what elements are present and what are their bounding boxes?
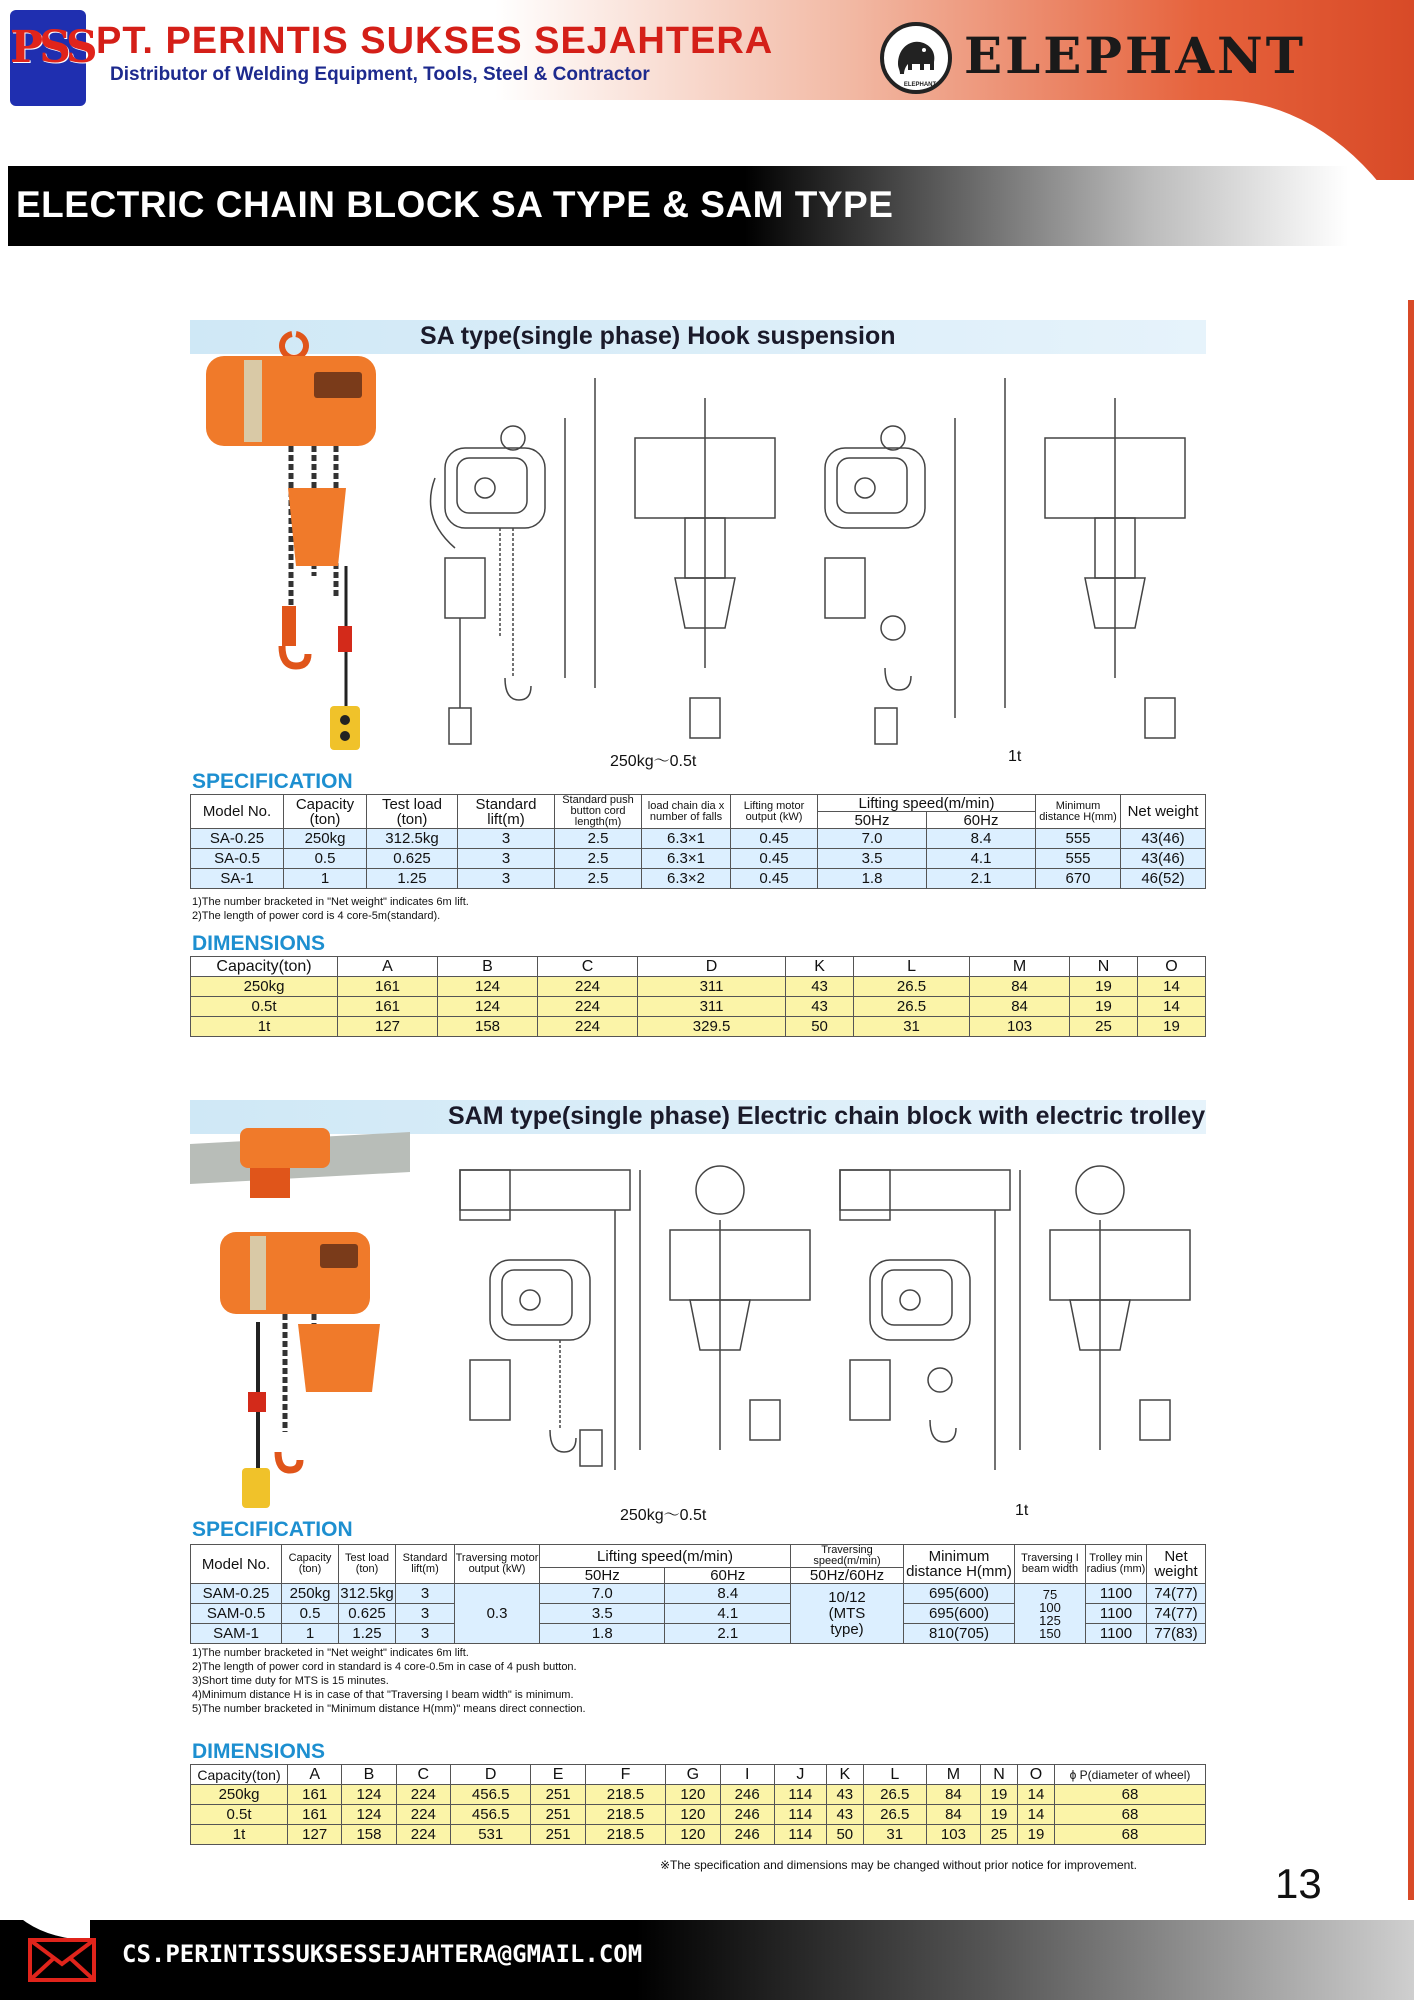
table-cell: 329.5 xyxy=(638,1017,786,1037)
table-cell: 2.5 xyxy=(555,869,642,889)
table-cell: 1100 xyxy=(1086,1584,1147,1604)
table-cell: 3 xyxy=(458,829,555,849)
table-cell: 6.3×1 xyxy=(642,849,731,869)
table-cell: 0.5t xyxy=(191,997,338,1017)
table-cell: 158 xyxy=(438,1017,538,1037)
company-name: PT. PERINTIS SUKSES SEJAHTERA xyxy=(96,20,774,62)
table-cell: 0.5 xyxy=(282,1604,339,1624)
table-cell: 1100 xyxy=(1086,1604,1147,1624)
table-cell: 120 xyxy=(666,1785,720,1805)
sam-spec-table xyxy=(190,1544,1206,1644)
table-cell: 246 xyxy=(720,1785,774,1805)
table-cell: 124 xyxy=(342,1805,396,1825)
sa-hoist-photo xyxy=(196,316,396,756)
sam-note-5: 5)The number bracketed in "Minimum distance H(mm)" means direct connection. xyxy=(192,1703,586,1715)
table-row xyxy=(191,869,1206,889)
right-accent-strip xyxy=(1408,300,1414,1900)
sa-caption-250kg: 250kg～0.5t xyxy=(610,753,697,770)
table-cell: 120 xyxy=(666,1825,720,1845)
table-cell: 0.625 xyxy=(367,849,458,869)
table-cell: 103 xyxy=(926,1825,980,1845)
table-cell: 161 xyxy=(288,1805,342,1825)
table-cell: 84 xyxy=(926,1785,980,1805)
table-row xyxy=(191,1825,1206,1845)
sam-spec-th-beam-width: Traversing I beam width xyxy=(1015,1545,1086,1584)
table-cell: 3 xyxy=(396,1624,455,1644)
table-cell: 127 xyxy=(338,1017,438,1037)
table-cell: 114 xyxy=(774,1785,826,1805)
table-cell: 2.1 xyxy=(665,1624,791,1644)
sa-spec-th-push-button: Standard push button cord length(m) xyxy=(555,795,642,829)
sa-caption-1t: 1t xyxy=(1008,748,1022,765)
table-cell: 555 xyxy=(1036,829,1121,849)
table-cell: 224 xyxy=(396,1825,450,1845)
table-cell: 124 xyxy=(438,997,538,1017)
table-cell: 312.5kg xyxy=(340,1584,394,1602)
table-cell: 1.8 xyxy=(818,869,927,889)
table-cell: 127 xyxy=(288,1825,342,1845)
table-cell: 7.0 xyxy=(540,1584,665,1604)
table-cell: 1.25 xyxy=(367,869,458,889)
table-cell: 224 xyxy=(538,1017,638,1037)
sam-dim-th-o: O xyxy=(1018,1765,1055,1785)
table-cell: 224 xyxy=(538,997,638,1017)
table-cell: 250kg xyxy=(191,977,338,997)
table-cell: 120 xyxy=(666,1805,720,1825)
sam-dim-table xyxy=(190,1764,1206,1845)
table-cell: SAM-1 xyxy=(191,1624,282,1644)
table-cell: 26.5 xyxy=(863,1785,926,1805)
table-cell: 1 xyxy=(284,869,367,889)
table-cell: 531 xyxy=(450,1825,530,1845)
sam-note-1: 1)The number bracketed in "Net weight" indicates 6m lift. xyxy=(192,1647,469,1659)
sam-dim-th-c: C xyxy=(396,1765,450,1785)
table-cell: 50 xyxy=(826,1825,863,1845)
table-cell: 3.5 xyxy=(540,1604,665,1624)
sam-dim-th-k: K xyxy=(826,1765,863,1785)
table-row xyxy=(191,977,1206,997)
sa-spec-th-60hz: 60Hz xyxy=(926,812,1035,829)
table-cell: 2.5 xyxy=(555,849,642,869)
table-cell: 68 xyxy=(1055,1805,1206,1825)
table-cell: 3 xyxy=(458,849,555,869)
sa-dim-th-l: L xyxy=(854,957,970,977)
sam-trav-motor-cell: 0.3 xyxy=(455,1584,540,1644)
page-number: 13 xyxy=(1275,1860,1322,1907)
sam-dim-th-capacity: Capacity(ton) xyxy=(191,1765,288,1785)
sam-trav-speed-line: type) xyxy=(830,1620,864,1638)
table-cell: 124 xyxy=(342,1785,396,1805)
table-cell: 68 xyxy=(1055,1825,1206,1845)
sam-trav-speed-line: 10/12 xyxy=(828,1588,866,1606)
table-cell: 14 xyxy=(1018,1785,1055,1805)
table-cell: 26.5 xyxy=(854,977,970,997)
sa-spec-table xyxy=(190,794,1206,889)
sam-dim-th-l: L xyxy=(863,1765,926,1785)
table-cell: 26.5 xyxy=(863,1805,926,1825)
title-bar xyxy=(8,166,1348,246)
company-logo-text: PSS xyxy=(10,22,94,73)
table-cell: 25 xyxy=(1070,1017,1138,1037)
table-cell: 84 xyxy=(926,1805,980,1825)
table-cell: 31 xyxy=(854,1017,970,1037)
table-cell: 50 xyxy=(786,1017,854,1037)
sa-spec-notes xyxy=(192,895,469,923)
table-row xyxy=(191,849,1206,869)
table-cell: 74(77) xyxy=(1147,1584,1206,1604)
sam-heading-text: SAM type(single phase) Electric chain block with electric trolley xyxy=(448,1102,1206,1130)
sa-dim-th-d: D xyxy=(638,957,786,977)
table-cell: 14 xyxy=(1137,977,1205,997)
table-cell: 26.5 xyxy=(854,997,970,1017)
brand-name: ELEPHANT xyxy=(964,26,1306,85)
sam-dim-th-b: B xyxy=(342,1765,396,1785)
sam-beam-width-value: 75 xyxy=(1042,1586,1058,1602)
table-cell: 311 xyxy=(638,997,786,1017)
table-cell: 158 xyxy=(342,1825,396,1845)
sa-spec-th-net-weight: Net weight xyxy=(1121,795,1206,829)
sa-spec-th-standard-lift: Standard lift(m) xyxy=(458,795,555,829)
table-cell: 68 xyxy=(1055,1785,1206,1805)
table-cell: 4.1 xyxy=(665,1604,791,1624)
table-cell: 0.5t xyxy=(191,1805,288,1825)
table-cell: 19 xyxy=(981,1785,1018,1805)
table-row xyxy=(191,1805,1206,1825)
sam-dim-heading: DIMENSIONS xyxy=(192,1740,326,1763)
table-cell: 218.5 xyxy=(585,1825,665,1845)
table-cell: 124 xyxy=(438,977,538,997)
footer-email-link[interactable]: CS.PERINTISSUKSESSEJAHTERA@GMAIL.COM xyxy=(122,1940,643,1968)
table-cell: 0.45 xyxy=(731,849,818,869)
sa-heading-text: SA type(single phase) Hook suspension xyxy=(420,322,896,350)
table-cell: 25 xyxy=(981,1825,1018,1845)
table-cell: 224 xyxy=(396,1785,450,1805)
sa-dim-th-a: A xyxy=(338,957,438,977)
table-cell: 250kg xyxy=(284,829,367,849)
sa-spec-th-capacity: Capacity (ton) xyxy=(284,795,367,829)
table-cell: SA-0.5 xyxy=(191,849,284,869)
table-cell: 114 xyxy=(774,1805,826,1825)
sam-spec-th-trav-speed: Traversing speed(m/min) xyxy=(791,1545,904,1568)
sa-note-1: 1)The number bracketed in "Net weight" indicates 6m lift. xyxy=(192,896,469,908)
sa-dim-th-capacity: Capacity(ton) xyxy=(191,957,338,977)
table-cell: 6.3×1 xyxy=(642,829,731,849)
table-row xyxy=(191,1017,1206,1037)
sam-spec-th-50hz: 50Hz xyxy=(540,1568,665,1584)
table-cell: 43 xyxy=(826,1805,863,1825)
sa-note-2: 2)The length of power cord is 4 core-5m(standard). xyxy=(192,910,441,922)
table-cell: 218.5 xyxy=(585,1805,665,1825)
sam-spec-th-trolley-radius: Trolley min radius (mm) xyxy=(1086,1545,1147,1584)
table-cell: 46(52) xyxy=(1121,869,1206,889)
sam-note-4: 4)Minimum distance H is in case of that "Traversing I beam width" is minimum. xyxy=(192,1689,574,1701)
mail-icon xyxy=(28,1938,96,1982)
table-cell: 1.8 xyxy=(540,1624,665,1644)
table-cell: 218.5 xyxy=(585,1785,665,1805)
sam-caption-1t: 1t xyxy=(1015,1502,1029,1519)
table-cell: 251 xyxy=(531,1805,585,1825)
table-cell: 74(77) xyxy=(1147,1604,1206,1624)
sam-dim-th-j: J xyxy=(774,1765,826,1785)
sa-spec-th-test-load: Test load (ton) xyxy=(367,795,458,829)
elephant-logo-mini-text: ELEPHANT xyxy=(903,82,937,88)
sam-dim-th-n: N xyxy=(981,1765,1018,1785)
sam-technical-drawings xyxy=(440,1150,1215,1500)
elephant-brand xyxy=(880,22,1380,94)
table-cell: 250kg xyxy=(282,1584,339,1604)
table-cell: 3.5 xyxy=(818,849,927,869)
table-cell: 3 xyxy=(396,1604,455,1624)
table-cell: 695(600) xyxy=(904,1584,1015,1604)
table-cell: 43 xyxy=(786,977,854,997)
table-cell: 1t xyxy=(191,1017,338,1037)
table-cell: 2.5 xyxy=(555,829,642,849)
table-cell: 1.25 xyxy=(339,1624,396,1644)
sam-spec-notes xyxy=(192,1646,586,1716)
sam-note-2: 2)The length of power cord in standard is 4 core-0.5m in case of 4 push button. xyxy=(192,1661,577,1673)
table-cell: 0.5 xyxy=(284,849,367,869)
sam-spec-th-test-load: Test load (ton) xyxy=(339,1545,396,1584)
sam-caption-250kg: 250kg～0.5t xyxy=(620,1507,707,1524)
sa-spec-th-load-chain: load chain dia x number of falls xyxy=(642,795,731,829)
sam-dim-th-m: M xyxy=(926,1765,980,1785)
table-cell: SAM-0.5 xyxy=(191,1604,282,1624)
table-cell: 0.45 xyxy=(731,829,818,849)
table-cell: 3 xyxy=(396,1584,455,1604)
table-cell: 43(46) xyxy=(1121,829,1206,849)
table-cell: 250kg xyxy=(191,1785,288,1805)
table-cell: 8.4 xyxy=(926,829,1035,849)
table-cell: SAM-0.25 xyxy=(191,1584,282,1604)
sa-dim-th-k: K xyxy=(786,957,854,977)
table-cell: 555 xyxy=(1036,849,1121,869)
table-cell: 456.5 xyxy=(450,1785,530,1805)
table-cell: 19 xyxy=(1070,997,1138,1017)
table-cell: 14 xyxy=(1137,997,1205,1017)
company-logo xyxy=(10,10,94,106)
table-cell: 161 xyxy=(288,1785,342,1805)
table-cell: SA-0.25 xyxy=(191,829,284,849)
sam-beam-width-value: 150 xyxy=(1039,1625,1061,1641)
table-cell: 810(705) xyxy=(904,1624,1015,1644)
table-cell: 43 xyxy=(786,997,854,1017)
table-cell: 246 xyxy=(720,1805,774,1825)
table-cell: 19 xyxy=(981,1805,1018,1825)
table-cell: 246 xyxy=(720,1825,774,1845)
table-cell: SA-1 xyxy=(191,869,284,889)
table-cell: 19 xyxy=(1070,977,1138,997)
sam-spec-th-model: Model No. xyxy=(191,1545,282,1584)
table-cell: 311 xyxy=(638,977,786,997)
sam-beam-width-value: 100 xyxy=(1039,1599,1061,1615)
table-cell: 251 xyxy=(531,1825,585,1845)
sam-trav-speed-line: (MTS xyxy=(828,1604,866,1622)
table-cell: 77(83) xyxy=(1147,1624,1206,1644)
table-cell: 224 xyxy=(396,1805,450,1825)
table-cell: 161 xyxy=(338,977,438,997)
sa-dim-table xyxy=(190,956,1206,1037)
sa-dim-th-m: M xyxy=(970,957,1070,977)
sa-spec-heading: SPECIFICATION xyxy=(192,770,353,793)
sam-dim-th-e: E xyxy=(531,1765,585,1785)
table-cell: 0.45 xyxy=(731,869,818,889)
table-cell: 695(600) xyxy=(904,1604,1015,1624)
table-cell: 43(46) xyxy=(1121,849,1206,869)
company-tagline: Distributor of Welding Equipment, Tools, Steel & Contractor xyxy=(110,64,650,85)
sam-spec-heading: SPECIFICATION xyxy=(192,1518,353,1541)
sa-spec-th-lifting-speed: Lifting speed(m/min) xyxy=(818,795,1036,812)
table-cell: 19 xyxy=(1137,1017,1205,1037)
table-cell: 0.625 xyxy=(339,1604,396,1624)
sa-spec-th-50hz: 50Hz xyxy=(818,812,927,829)
table-cell: 7.0 xyxy=(818,829,927,849)
table-cell: 161 xyxy=(338,997,438,1017)
table-cell: 456.5 xyxy=(450,1805,530,1825)
table-cell: 31 xyxy=(863,1825,926,1845)
table-cell: 8.4 xyxy=(665,1584,791,1604)
sam-trav-speed-cell xyxy=(791,1584,904,1644)
sa-dim-th-c: C xyxy=(538,957,638,977)
table-cell: 19 xyxy=(1018,1825,1055,1845)
sa-dim-th-o: O xyxy=(1137,957,1205,977)
table-cell: 84 xyxy=(970,997,1070,1017)
sam-spec-th-60hz: 60Hz xyxy=(665,1568,791,1584)
table-cell: 4.1 xyxy=(926,849,1035,869)
sam-note-3: 3)Short time duty for MTS is 15 minutes. xyxy=(192,1675,389,1687)
sam-hoist-photo xyxy=(190,1092,410,1512)
sam-spec-th-capacity: Capacity (ton) xyxy=(282,1545,339,1584)
sam-dim-th-i: I xyxy=(720,1765,774,1785)
table-cell: 670 xyxy=(1036,869,1121,889)
table-cell: 312.5kg xyxy=(367,829,458,849)
sa-spec-th-motor: Lifting motor output (kW) xyxy=(731,795,818,829)
table-row xyxy=(191,997,1206,1017)
sa-dim-heading: DIMENSIONS xyxy=(192,932,326,955)
sam-spec-th-trav-hz: 50Hz/60Hz xyxy=(791,1568,904,1584)
sa-dim-th-b: B xyxy=(438,957,538,977)
sam-dim-th-f: F xyxy=(585,1765,665,1785)
sa-spec-th-model: Model No. xyxy=(191,795,284,829)
sam-beam-width-value: 125 xyxy=(1039,1612,1061,1628)
table-row xyxy=(191,1584,1206,1604)
sam-spec-th-min-distance: Minimum distance H(mm) xyxy=(904,1545,1015,1584)
sam-spec-th-net-weight: Net weight xyxy=(1147,1545,1206,1584)
page-title: ELECTRIC CHAIN BLOCK SA TYPE & SAM TYPE xyxy=(16,184,894,225)
table-cell: 14 xyxy=(1018,1805,1055,1825)
table-cell: 2.1 xyxy=(926,869,1035,889)
sam-dim-th-a: A xyxy=(288,1765,342,1785)
sa-technical-drawings xyxy=(405,378,1215,748)
table-cell: 43 xyxy=(826,1785,863,1805)
disclaimer-note: ※The specification and dimensions may be changed without prior notice for improvement. xyxy=(660,1858,1137,1872)
sam-spec-th-lifting-speed: Lifting speed(m/min) xyxy=(540,1545,791,1568)
sam-dim-th-g: G xyxy=(666,1765,720,1785)
elephant-logo-icon xyxy=(880,22,952,94)
table-row xyxy=(191,1785,1206,1805)
table-row xyxy=(191,829,1206,849)
sam-beam-width-cell xyxy=(1015,1584,1086,1644)
table-cell: 103 xyxy=(970,1017,1070,1037)
sam-spec-th-trav-motor: Traversing motor output (kW) xyxy=(455,1545,540,1584)
sa-spec-th-min-distance: Minimum distance H(mm) xyxy=(1036,795,1121,829)
table-cell: 3 xyxy=(458,869,555,889)
table-cell: 84 xyxy=(970,977,1070,997)
sam-dim-th-p: ϕ P(diameter of wheel) xyxy=(1055,1765,1206,1785)
sam-spec-th-standard-lift: Standard lift(m) xyxy=(396,1545,455,1584)
sam-dim-th-d: D xyxy=(450,1765,530,1785)
table-cell: 1 xyxy=(282,1624,339,1644)
table-cell: 251 xyxy=(531,1785,585,1805)
table-cell: 1100 xyxy=(1086,1624,1147,1644)
table-cell: 224 xyxy=(538,977,638,997)
table-cell: 1t xyxy=(191,1825,288,1845)
table-cell: 114 xyxy=(774,1825,826,1845)
table-cell: 6.3×2 xyxy=(642,869,731,889)
sa-dim-th-n: N xyxy=(1070,957,1138,977)
